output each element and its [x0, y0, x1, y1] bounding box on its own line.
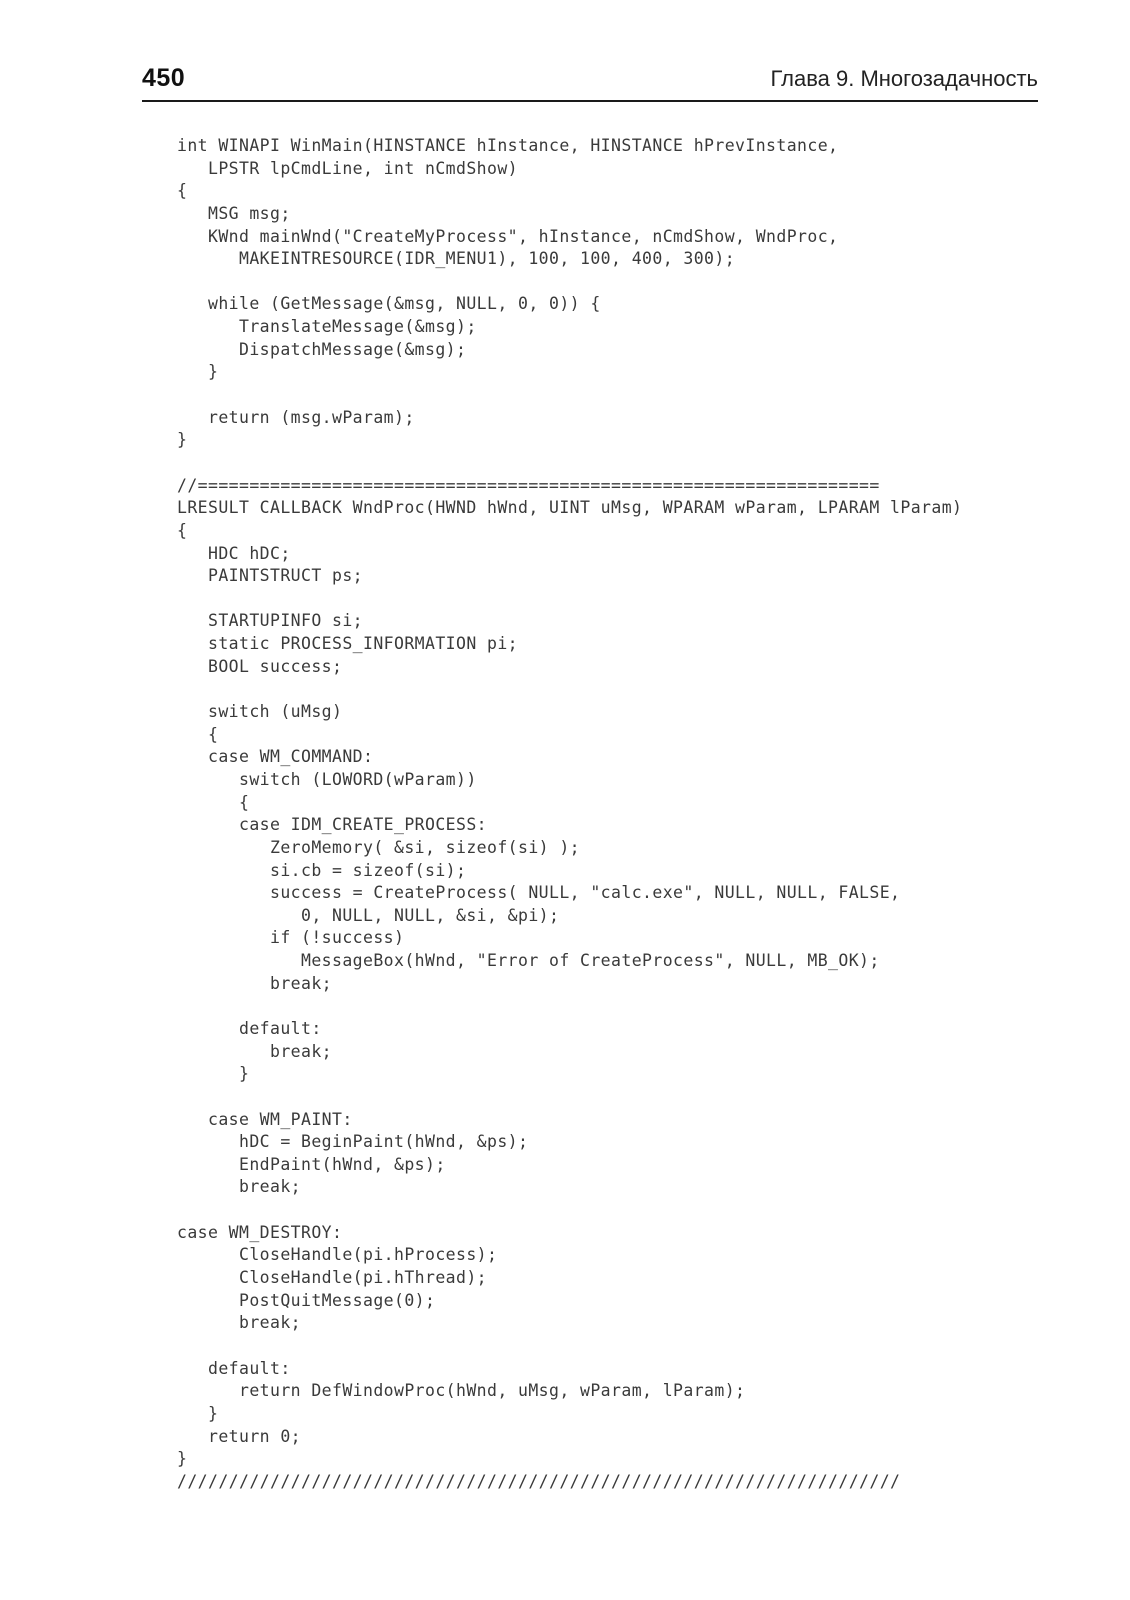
code-line: hDC = BeginPaint(hWnd, &ps); [177, 1132, 529, 1152]
code-line: switch (uMsg) [177, 702, 343, 722]
code-line: } [177, 1064, 250, 1084]
code-line: { [177, 520, 188, 540]
code-line: if (!success) [177, 928, 405, 948]
code-line: break; [177, 1177, 302, 1197]
code-line [177, 1335, 1037, 1358]
code-line: default: [177, 1018, 322, 1038]
code-line: BOOL success; [177, 656, 343, 676]
code-line: ZeroMemory( &si, sizeof(si) ); [177, 837, 581, 857]
code-line: KWnd mainWnd("CreateMyProcess", hInstance, nCmdShow, WndProc, [177, 226, 839, 246]
code-line: LRESULT CALLBACK WndProc(HWND hWnd, UINT uMsg, WPARAM wParam, LPARAM lParam) [177, 498, 963, 518]
code-line [177, 588, 1037, 611]
code-line: PAINTSTRUCT ps; [177, 566, 364, 586]
code-line: } [177, 1403, 219, 1423]
code-line: { [177, 792, 250, 812]
code-line: break; [177, 1041, 333, 1061]
code-line: MessageBox(hWnd, "Error of CreateProcess", NULL, MB_OK); [177, 951, 880, 971]
code-line: CloseHandle(pi.hProcess); [177, 1245, 498, 1265]
code-line: MSG msg; [177, 203, 291, 223]
code-line [177, 995, 1037, 1018]
code-line: MAKEINTRESOURCE(IDR_MENU1), 100, 100, 400, 300); [177, 249, 736, 269]
code-line [177, 1199, 1037, 1222]
code-line: return 0; [177, 1426, 302, 1446]
code-line: switch (LOWORD(wParam)) [177, 769, 477, 789]
code-line: } [177, 1449, 188, 1469]
code-line: DispatchMessage(&msg); [177, 339, 467, 359]
code-line: } [177, 430, 188, 450]
code-line: EndPaint(hWnd, &ps); [177, 1154, 446, 1174]
code-line [177, 452, 1037, 475]
code-line: success = CreateProcess( NULL, "calc.exe", NULL, NULL, FALSE, [177, 883, 901, 903]
code-line: while (GetMessage(&msg, NULL, 0, 0)) { [177, 294, 601, 314]
code-line: CloseHandle(pi.hThread); [177, 1268, 488, 1288]
code-listing [177, 135, 1037, 1493]
code-line: static PROCESS_INFORMATION pi; [177, 634, 519, 654]
code-line: return (msg.wParam); [177, 407, 415, 427]
code-line: STARTUPINFO si; [177, 611, 364, 631]
code-line: case WM_DESTROY: [177, 1222, 343, 1242]
code-line: si.cb = sizeof(si); [177, 860, 467, 880]
code-line: LPSTR lpCmdLine, int nCmdShow) [177, 158, 519, 178]
code-line [177, 678, 1037, 701]
code-line: TranslateMessage(&msg); [177, 317, 477, 337]
code-line: 0, NULL, NULL, &si, &pi); [177, 905, 560, 925]
code-line: //================================================================== [177, 475, 880, 495]
code-line: } [177, 362, 219, 382]
code-line: case WM_COMMAND: [177, 747, 374, 767]
code-line [177, 1086, 1037, 1109]
code-line [177, 271, 1037, 294]
page-header [142, 60, 1038, 102]
code-line: { [177, 724, 219, 744]
code-line: int WINAPI WinMain(HINSTANCE hInstance, HINSTANCE hPrevInstance, [177, 136, 839, 155]
code-line: HDC hDC; [177, 543, 291, 563]
code-line: break; [177, 973, 333, 993]
code-line: { [177, 181, 188, 201]
chapter-title: Глава 9. Многозадачность [770, 66, 1038, 91]
code-line: PostQuitMessage(0); [177, 1290, 436, 1310]
code-line: case WM_PAINT: [177, 1109, 353, 1129]
code-line: ////////////////////////////////////////////////////////////////////// [177, 1471, 901, 1491]
code-line: return DefWindowProc(hWnd, uMsg, wParam, lParam); [177, 1381, 746, 1401]
code-line [177, 384, 1037, 407]
code-line: default: [177, 1358, 291, 1378]
page-number: 450 [142, 64, 186, 92]
code-line: break; [177, 1313, 302, 1333]
code-line: case IDM_CREATE_PROCESS: [177, 815, 488, 835]
